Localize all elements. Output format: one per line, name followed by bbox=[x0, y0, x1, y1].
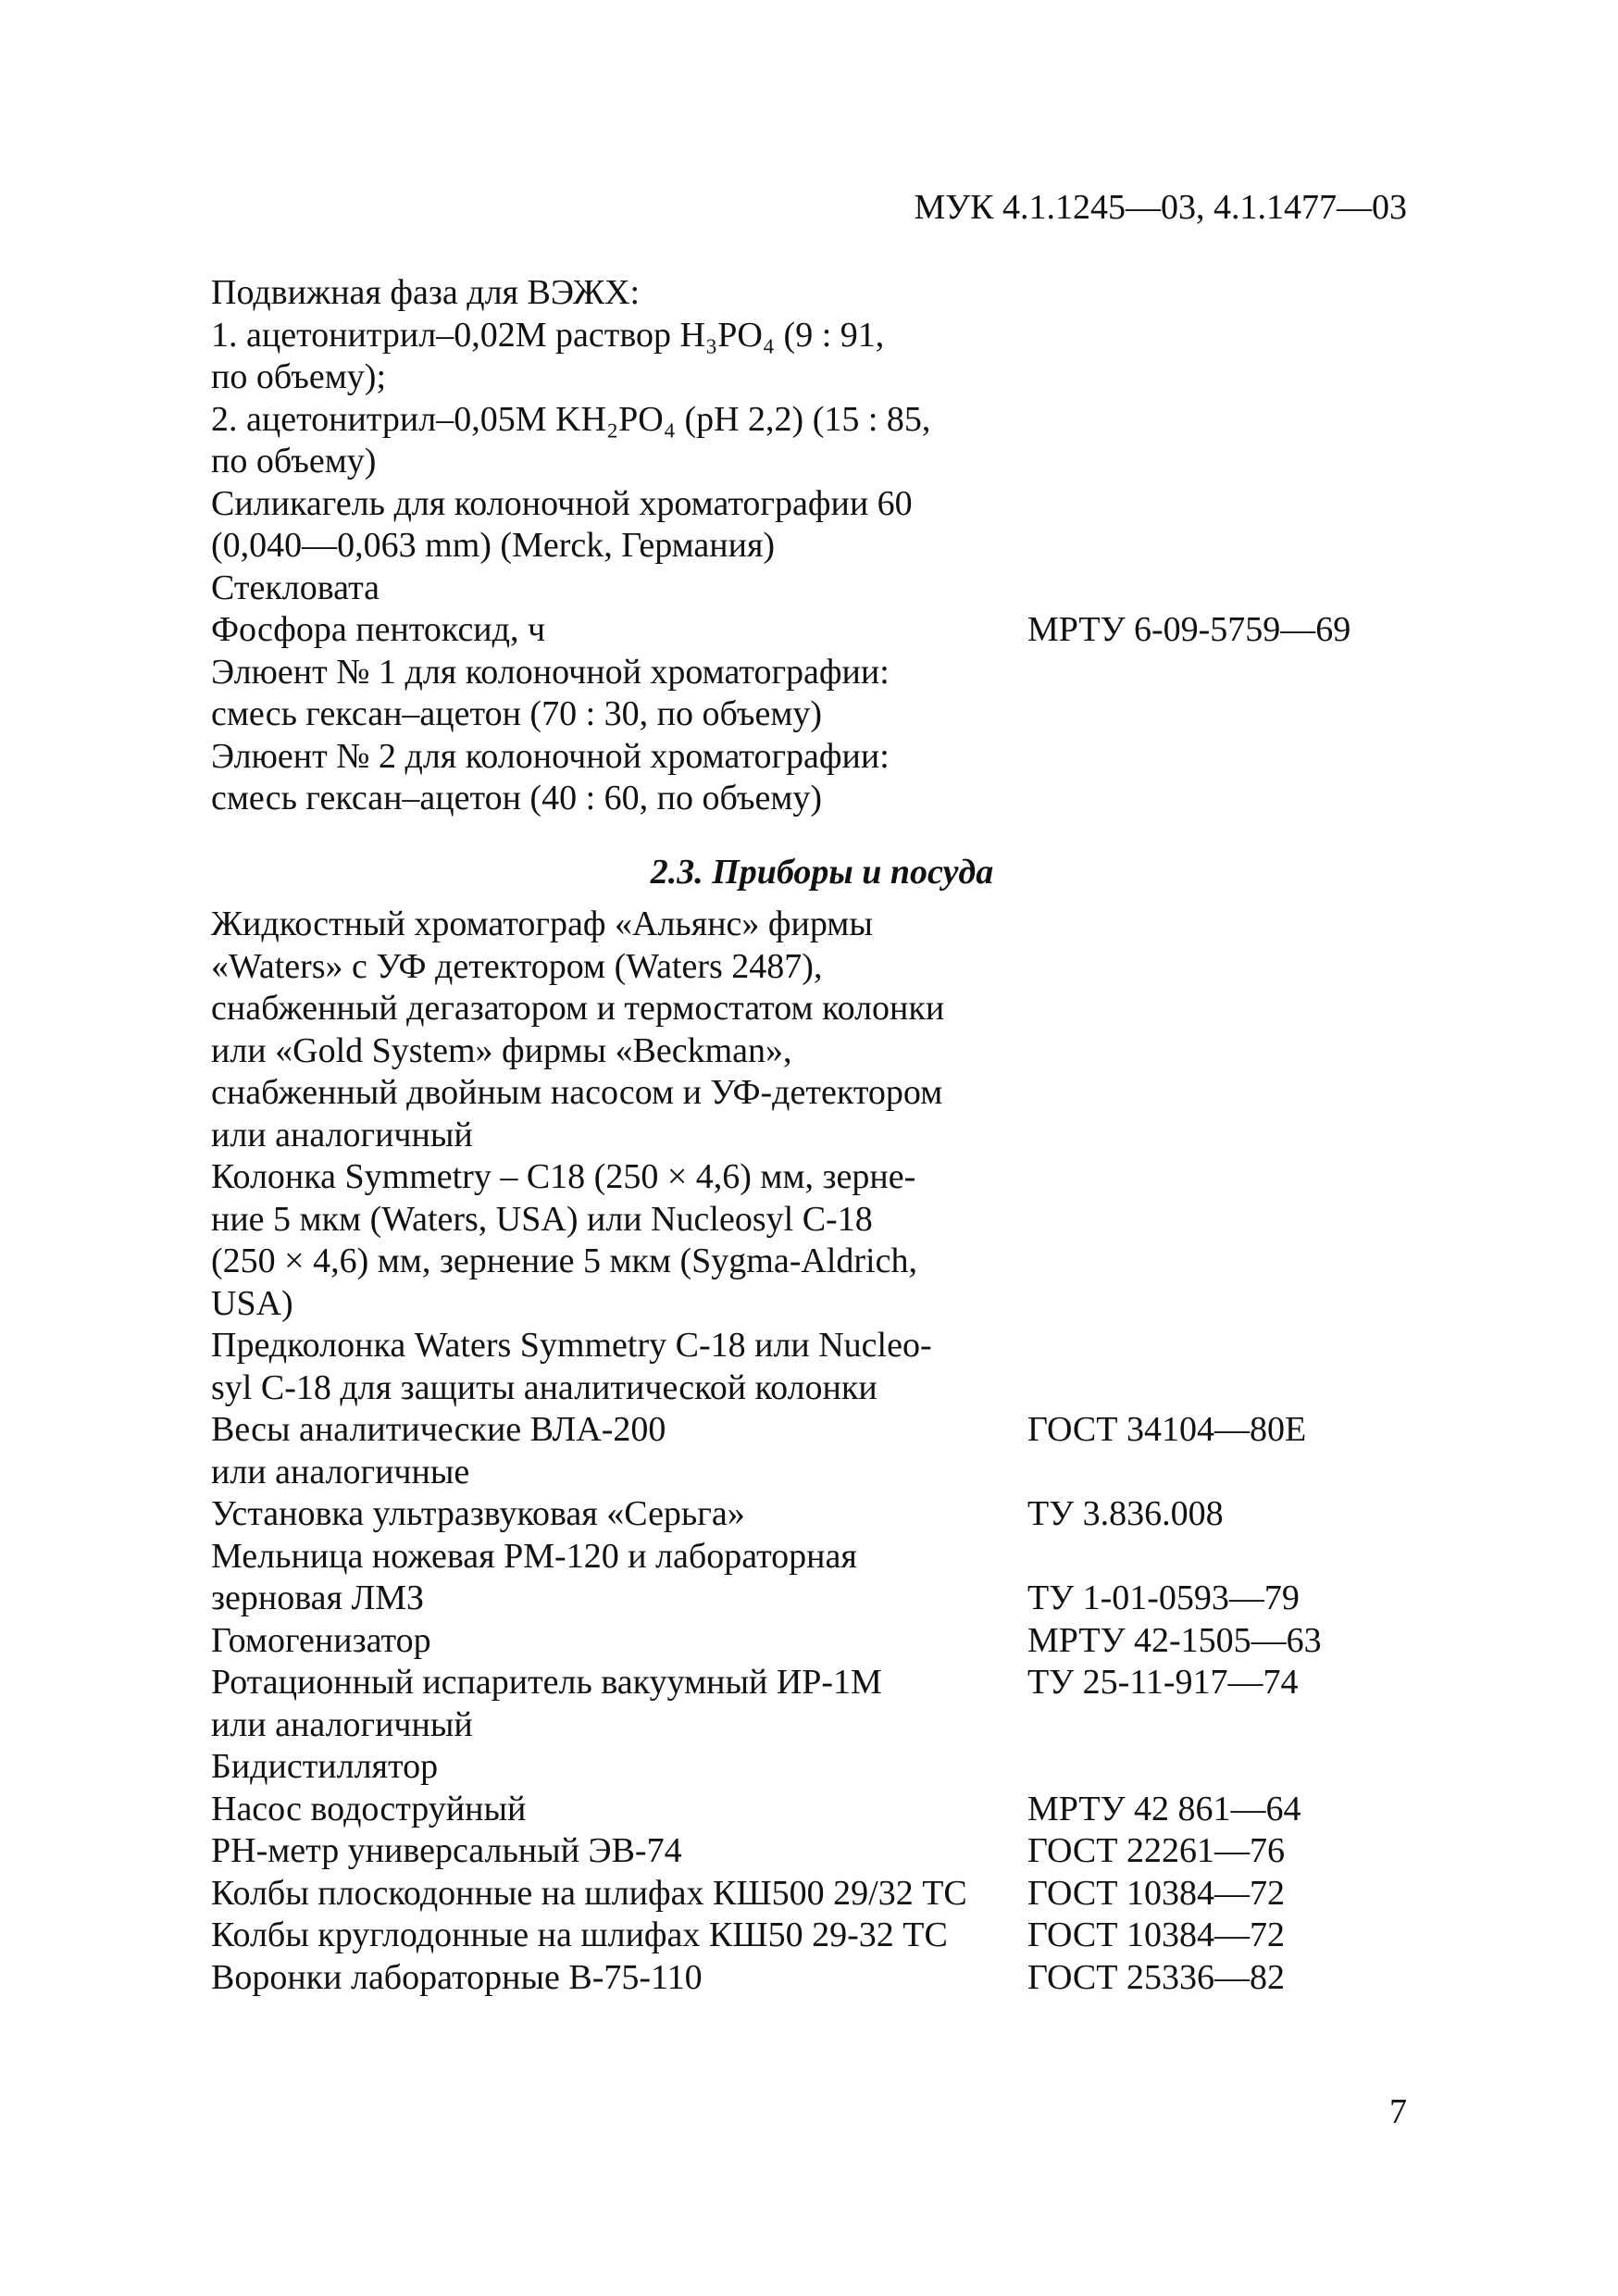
list-item bbox=[211, 1789, 1433, 1831]
list-item bbox=[211, 1704, 1433, 1747]
item-standard: ГОСТ 34104—80Е bbox=[1027, 1410, 1307, 1449]
item-standard: ГОСТ 10384—72 bbox=[1027, 1915, 1285, 1954]
item-name: Насос водоструйный bbox=[211, 1789, 527, 1828]
equipment-list bbox=[211, 904, 1433, 1999]
list-item bbox=[211, 1241, 1433, 1283]
item-name: Жидкостный хроматограф «Альянс» фирмы bbox=[211, 905, 873, 943]
item-name: зерновая ЛМЗ bbox=[211, 1578, 425, 1617]
list-item bbox=[211, 1115, 1433, 1157]
item-name: 2. ацетонитрил–0,05М KH₂PO₄ (pH 2,2) (15 : 85, bbox=[211, 399, 931, 439]
item-name: снабженный дегазатором и термостатом колонки bbox=[211, 989, 945, 1028]
list-item bbox=[211, 1493, 1433, 1536]
item-name: Колонка Symmetry – C18 (250 × 4,6) мм, зерне- bbox=[211, 1157, 916, 1196]
list-item bbox=[211, 1072, 1433, 1115]
list-item bbox=[211, 1746, 1433, 1789]
item-name: смесь гексан–ацетон (40 : 60, по объему) bbox=[211, 779, 823, 817]
list-item bbox=[211, 1367, 1433, 1410]
item-name: по объему) bbox=[211, 442, 377, 480]
item-name: Мельница ножевая РМ-120 и лабораторная bbox=[211, 1536, 857, 1576]
list-item bbox=[211, 652, 1433, 694]
item-standard: МРТУ 42 861—64 bbox=[1027, 1789, 1301, 1828]
item-name: Подвижная фаза для ВЭЖХ: bbox=[211, 273, 641, 312]
item-name: 1. ацетонитрил–0,02М раствор H₃PO₄ (9 : 91, bbox=[211, 315, 885, 355]
item-name: РН-метр универсальный ЭВ-74 bbox=[211, 1831, 682, 1870]
list-item bbox=[211, 1830, 1433, 1873]
list-item bbox=[211, 1325, 1433, 1367]
list-item bbox=[211, 1578, 1433, 1620]
list-item bbox=[211, 525, 1433, 568]
item-name: syl C-18 для защиты аналитической колонки bbox=[211, 1367, 877, 1407]
item-name: Установка ультразвуковая «Серьга» bbox=[211, 1494, 745, 1533]
list-item bbox=[211, 1873, 1433, 1915]
page-number: 7 bbox=[1389, 2092, 1407, 2131]
list-item bbox=[211, 1536, 1433, 1578]
item-name: смесь гексан–ацетон (70 : 30, по объему) bbox=[211, 694, 823, 733]
list-item bbox=[211, 568, 1433, 610]
item-name: ние 5 мкм (Waters, USA) или Nucleosyl C-18 bbox=[211, 1199, 873, 1239]
item-name: «Waters» с УФ детектором (Waters 2487), bbox=[211, 946, 823, 986]
item-name: (0,040—0,063 mm) (Merck, Германия) bbox=[211, 526, 776, 565]
document-code-header: МУК 4.1.1245—03, 4.1.1477—03 bbox=[914, 188, 1407, 227]
item-name: Колбы круглодонные на шлифах КШ50 29-32 ТС bbox=[211, 1915, 948, 1954]
item-name: Элюент № 1 для колоночной хроматографии: bbox=[211, 652, 890, 692]
item-name: или «Gold System» фирмы «Beckman», bbox=[211, 1030, 792, 1070]
item-name: Фосфора пентоксид, ч bbox=[211, 610, 546, 649]
item-name: Элюент № 2 для колоночной хроматографии: bbox=[211, 736, 890, 776]
list-item bbox=[211, 988, 1433, 1030]
item-name: Воронки лабораторные В-75-110 bbox=[211, 1957, 703, 1997]
list-item bbox=[211, 1283, 1433, 1326]
item-name: Гомогенизатор bbox=[211, 1620, 431, 1660]
item-name: Ротационный испаритель вакуумный ИР-1М bbox=[211, 1663, 882, 1702]
list-item bbox=[211, 904, 1433, 946]
item-standard: ТУ 25-11-917—74 bbox=[1027, 1663, 1299, 1702]
list-item bbox=[211, 1452, 1433, 1494]
list-item bbox=[211, 1409, 1433, 1452]
item-standard: ГОСТ 10384—72 bbox=[1027, 1873, 1285, 1913]
section-heading: 2.3. Приборы и посуда bbox=[650, 853, 994, 892]
item-name: по объему); bbox=[211, 357, 386, 396]
item-name: снабженный двойным насосом и УФ-детектором bbox=[211, 1073, 943, 1112]
list-item bbox=[211, 1199, 1433, 1242]
list-item bbox=[211, 736, 1433, 779]
reagents-list bbox=[211, 272, 1433, 820]
list-item bbox=[211, 272, 1433, 315]
item-standard: МРТУ 42-1505—63 bbox=[1027, 1620, 1322, 1660]
item-name: USA) bbox=[211, 1283, 293, 1323]
item-standard: ТУ 1-01-0593—79 bbox=[1027, 1578, 1300, 1617]
list-item bbox=[211, 778, 1433, 820]
item-name: или аналогичный bbox=[211, 1704, 473, 1744]
item-standard: ГОСТ 22261—76 bbox=[1027, 1831, 1285, 1870]
list-item bbox=[211, 399, 1433, 442]
list-item bbox=[211, 356, 1433, 399]
item-name: Бидистиллятор bbox=[211, 1747, 439, 1786]
item-name: или аналогичные bbox=[211, 1452, 470, 1491]
item-name: Стекловата bbox=[211, 568, 380, 607]
list-item bbox=[211, 946, 1433, 989]
list-item bbox=[211, 1662, 1433, 1704]
item-name: или аналогичный bbox=[211, 1115, 473, 1154]
list-item bbox=[211, 441, 1433, 483]
list-item bbox=[211, 1915, 1433, 1957]
list-item bbox=[211, 693, 1433, 736]
list-item bbox=[211, 1957, 1433, 2000]
item-name: (250 × 4,6) мм, зернение 5 мкм (Sygma-Aldrich, bbox=[211, 1242, 917, 1280]
list-item bbox=[211, 1156, 1433, 1199]
item-name: Весы аналитические ВЛА-200 bbox=[211, 1410, 666, 1449]
item-name: Силикагель для колоночной хроматографии 60 bbox=[211, 483, 913, 523]
list-item bbox=[211, 315, 1433, 357]
item-standard: ГОСТ 25336—82 bbox=[1027, 1957, 1285, 1997]
list-item bbox=[211, 1620, 1433, 1663]
item-standard: МРТУ 6-09-5759—69 bbox=[1027, 610, 1351, 649]
item-name: Колбы плоскодонные на шлифах КШ500 29/32 ТС bbox=[211, 1873, 967, 1913]
item-name: Предколонка Waters Symmetry C-18 или Nucleo- bbox=[211, 1326, 932, 1365]
list-item bbox=[211, 609, 1433, 652]
list-item bbox=[211, 483, 1433, 526]
list-item bbox=[211, 1030, 1433, 1073]
item-standard: ТУ 3.836.008 bbox=[1027, 1494, 1224, 1533]
